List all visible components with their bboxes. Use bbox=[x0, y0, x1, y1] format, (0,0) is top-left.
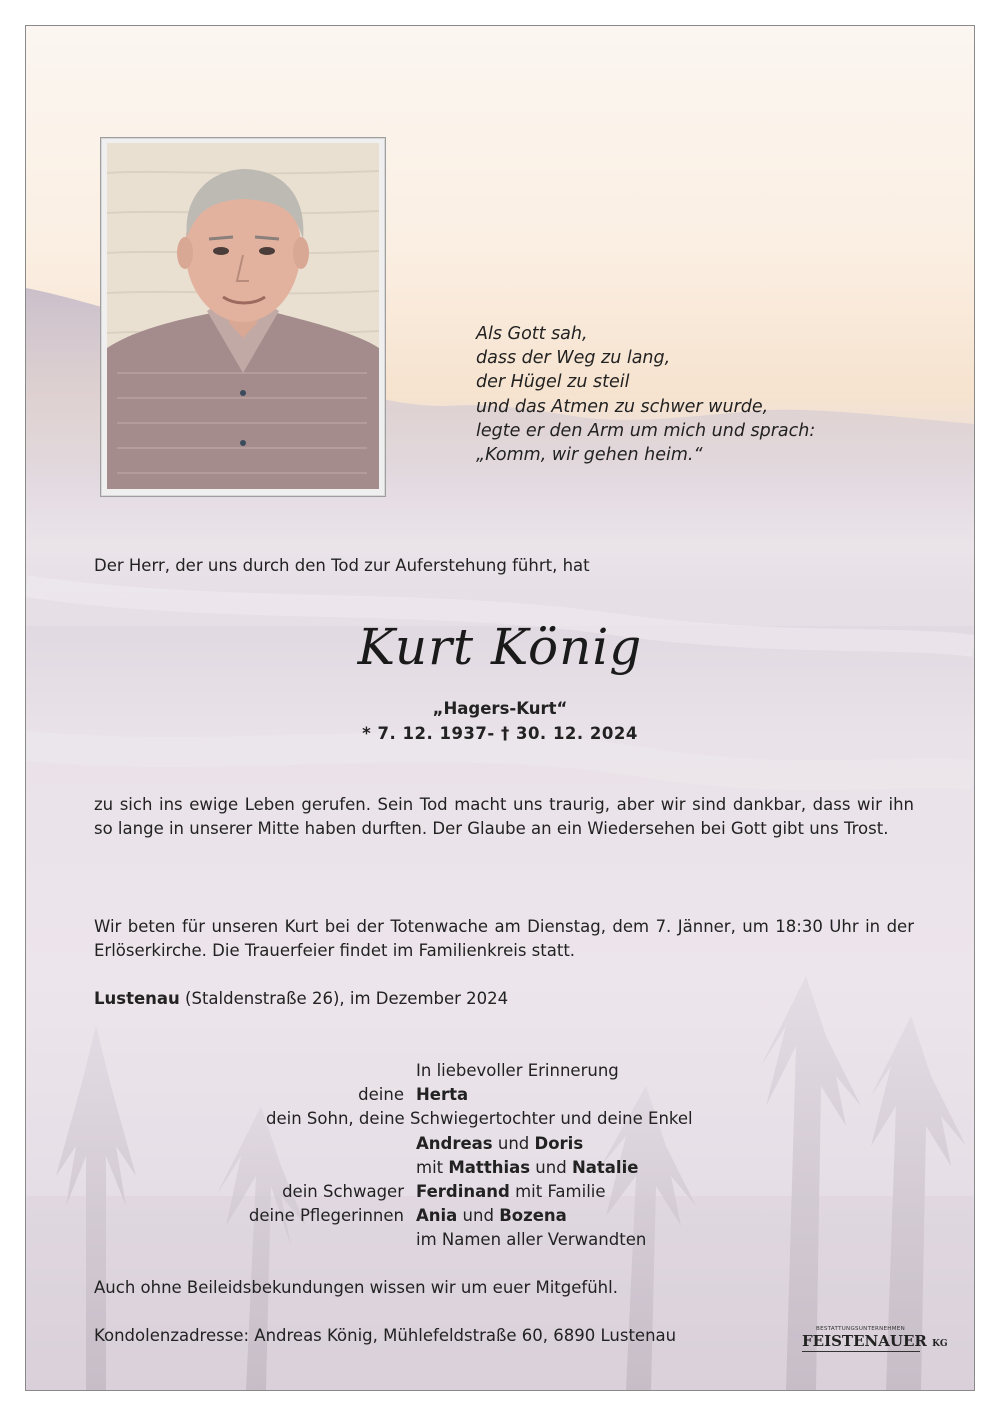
mourner-name: Ferdinand bbox=[416, 1181, 510, 1201]
mourner-row bbox=[26, 1204, 974, 1228]
life-dates: * 7. 12. 1937- † 30. 12. 2024 bbox=[362, 724, 638, 743]
mourners-list bbox=[26, 1059, 974, 1253]
mourner-relation bbox=[26, 1228, 416, 1252]
portrait-illustration bbox=[107, 143, 379, 489]
mourner-row bbox=[26, 1156, 974, 1180]
mourner-name: Ania bbox=[416, 1206, 458, 1226]
mourner-relation bbox=[26, 1132, 416, 1156]
poem-line: der Hügel zu steil bbox=[476, 372, 630, 393]
mourner-relation: deine Pflegerinnen bbox=[248, 1206, 404, 1226]
memorial-poem bbox=[476, 322, 936, 467]
mourner-name: Matthias bbox=[448, 1157, 531, 1177]
poem-line: Als Gott sah, bbox=[476, 324, 588, 344]
mourner-names bbox=[416, 1180, 606, 1204]
mourner-names bbox=[416, 1083, 468, 1107]
place-and-date bbox=[94, 987, 508, 1011]
mourner-relation bbox=[26, 1156, 416, 1180]
mourner-row bbox=[26, 1180, 974, 1204]
place-city: Lustenau bbox=[94, 989, 180, 1008]
mourner-text: mit bbox=[416, 1157, 449, 1177]
mourner-text: und bbox=[530, 1157, 572, 1177]
mourner-text: und bbox=[492, 1133, 535, 1153]
mourner-names bbox=[416, 1228, 646, 1252]
mourner-text: und bbox=[457, 1206, 500, 1226]
intro-text: Der Herr, der uns durch den Tod zur Auferstehung führt, hat bbox=[94, 556, 590, 575]
deceased-nickname: „Hagers-Kurt“ bbox=[432, 699, 568, 718]
mourner-names bbox=[416, 1204, 567, 1228]
mourner-name: Bozena bbox=[499, 1206, 567, 1226]
logo-suffix: KG bbox=[932, 1339, 948, 1349]
logo-name bbox=[802, 1332, 948, 1350]
mourner-relation: deine bbox=[358, 1085, 404, 1105]
mourner-names bbox=[416, 1156, 638, 1180]
mourner-names bbox=[416, 1059, 619, 1083]
poem-line: und das Atmen zu schwer wurde, bbox=[476, 396, 769, 417]
mourner-row bbox=[26, 1059, 974, 1083]
mourner-row bbox=[26, 1083, 974, 1107]
mourner-row bbox=[26, 1107, 974, 1131]
mourner-name: Doris bbox=[534, 1133, 584, 1153]
mourner-row bbox=[26, 1228, 974, 1252]
mourner-text: In liebevoller Erinnerung bbox=[416, 1061, 619, 1080]
mourner-name: Herta bbox=[416, 1085, 469, 1105]
closing-text: Auch ohne Beileidsbekundungen wissen wir um euer Mitgefühl. bbox=[94, 1278, 618, 1297]
portrait-photo bbox=[107, 143, 379, 489]
announcement-paragraph: zu sich ins ewige Leben gerufen. Sein Tod macht uns traurig, aber wir sind dankbar, dass wir ihn so lange in unserer Mitte haben durften. Der Glaube an ein Wiedersehen bei Gott gibt uns Trost. bbox=[94, 795, 914, 839]
mourner-text: im Namen aller Verwandten bbox=[416, 1230, 647, 1250]
condolence-address: Kondolenzadresse: Andreas König, Mühlefeldstraße 60, 6890 Lustenau bbox=[94, 1326, 677, 1345]
mourner-row bbox=[26, 1132, 974, 1156]
place-rest: (Staldenstraße 26), im Dezember 2024 bbox=[179, 989, 509, 1008]
wake-paragraph: Wir beten für unseren Kurt bei der Totenwache am Dienstag, dem 7. Jänner, um 18:30 Uhr in der Erlöserkirche. Die Trauerfeier findet im Familienkreis statt. bbox=[94, 917, 914, 961]
poem-line: „Komm, wir gehen heim.“ bbox=[476, 445, 703, 466]
mourner-name: Andreas bbox=[416, 1133, 493, 1153]
poem-line: dass der Weg zu lang, bbox=[476, 348, 671, 369]
poem-line: legte er den Arm um mich und sprach: bbox=[476, 420, 816, 441]
logo-main-text: FEISTENAUER bbox=[802, 1332, 927, 1350]
logo-underline bbox=[802, 1351, 920, 1352]
mourner-text: mit Familie bbox=[509, 1181, 606, 1201]
deceased-name: Kurt König bbox=[357, 618, 643, 676]
funeral-home-logo bbox=[802, 1326, 948, 1356]
mourner-relation: dein Sohn, deine Schwiegertochter und deine Enkel bbox=[266, 1109, 693, 1129]
logo-subtitle: BESTATTUNGSUNTERNEHMEN bbox=[816, 1326, 905, 1332]
mourner-relation: dein Schwager bbox=[282, 1181, 404, 1201]
mourner-names bbox=[416, 1132, 583, 1156]
mourner-name: Natalie bbox=[571, 1157, 639, 1177]
parte-card bbox=[25, 25, 975, 1391]
portrait-photo-frame bbox=[100, 137, 386, 497]
mourner-relation bbox=[26, 1059, 416, 1083]
